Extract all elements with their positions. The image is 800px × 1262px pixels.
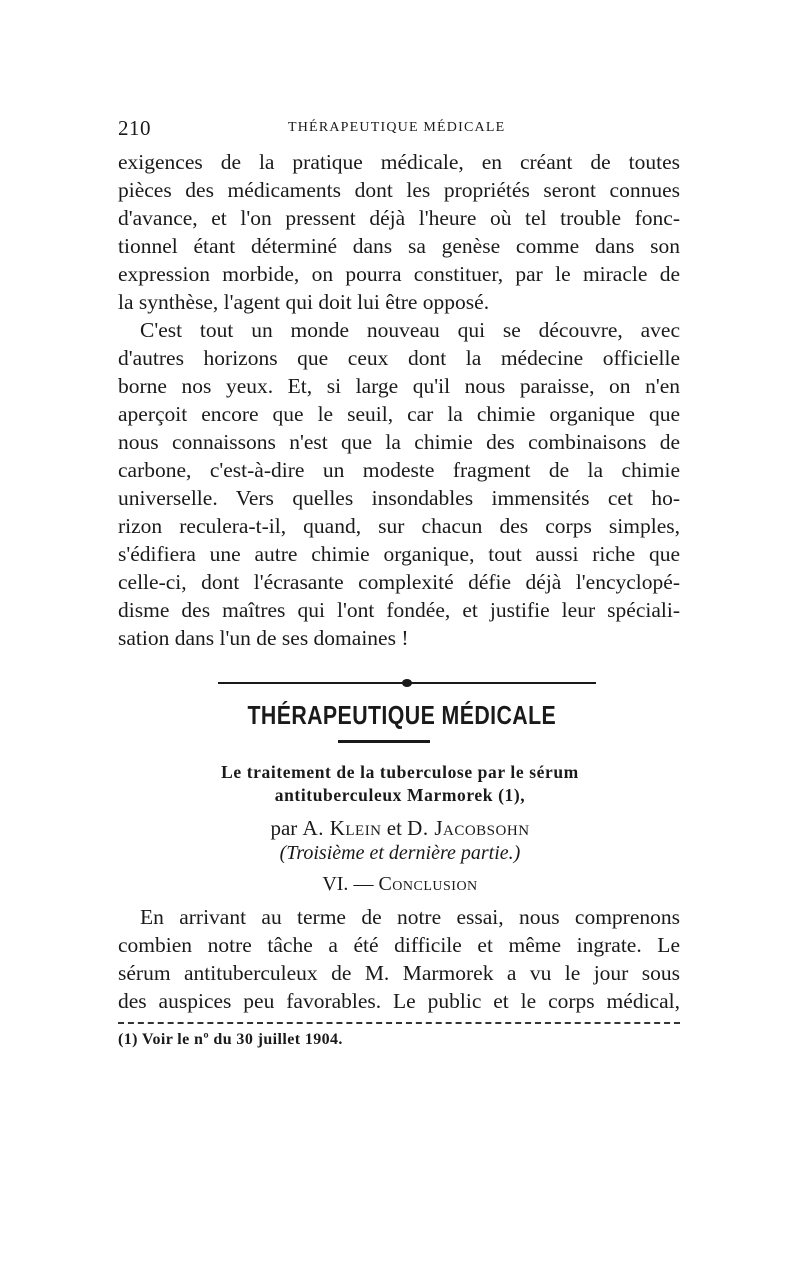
article-title-line-2: antituberculeux Marmorek (1), <box>274 785 526 805</box>
title-underline <box>338 740 430 743</box>
part-note: (Troisième et dernière partie.) <box>279 842 521 864</box>
text-line: sérum antituberculeux de M. Marmorek a vu le jour sous <box>118 961 680 985</box>
text-line: d'avance, et l'on pressent déjà l'heure où tel trouble fonc- <box>118 206 680 230</box>
body-text-bottom <box>118 903 680 1015</box>
text-line: En arrivant au terme de notre essai, nous comprenons <box>140 905 680 929</box>
text-line: pièces des médicaments dont les propriétés seront connues <box>118 178 680 202</box>
text-line: des auspices peu favorables. Le public et le corps médical, <box>118 989 680 1013</box>
chapter-heading <box>0 873 800 896</box>
divider-ornament <box>402 679 412 687</box>
author-klein: A. Klein <box>302 816 382 840</box>
running-head <box>118 116 680 140</box>
text-line: exigences de la pratique médicale, en créant de toutes <box>118 150 680 174</box>
chapter-number: VI. <box>322 873 349 895</box>
section-title: THÉRAPEUTIQUE MÉDICALE <box>247 700 557 730</box>
text-line: s'édifiera une autre chimie organique, tout aussi riche que <box>118 542 680 566</box>
article-title-line-1: Le traitement de la tuberculose par le sérum <box>221 762 579 782</box>
text-line: expression morbide, on pourra constituer, par le miracle de <box>118 262 680 286</box>
byline <box>0 816 800 841</box>
text-line: nous connaissons n'est que la chimie des combinaisons de <box>118 430 680 454</box>
section-divider <box>218 679 596 687</box>
author-jacobsohn: D. Jacobsohn <box>407 816 530 840</box>
chapter-dash: — <box>353 873 374 895</box>
byline-and: et <box>386 816 402 840</box>
text-line: disme des maîtres qui l'ont fondée, et justifie leur spéciali- <box>118 598 680 622</box>
text-line: la synthèse, l'agent qui doit lui être opposé. <box>118 290 490 314</box>
text-line: carbone, c'est-à-dire un modeste fragment de la chimie <box>118 458 680 482</box>
text-line: tionnel étant déterminé dans sa genèse comme dans son <box>118 234 680 258</box>
text-line: sation dans l'un de ses domaines ! <box>118 626 409 650</box>
text-line: borne nos yeux. Et, si large qu'il nous paraisse, on n'en <box>118 374 680 398</box>
text-line: C'est tout un monde nouveau qui se découvre, avec <box>140 318 680 342</box>
footnote: (1) Voir le nº du 30 juillet 1904. <box>118 1031 343 1048</box>
text-line: universelle. Vers quelles insondables immensités cet ho- <box>118 486 680 510</box>
text-line: celle-ci, dont l'écrasante complexité défie déjà l'encyclopé- <box>118 570 680 594</box>
text-line: combien notre tâche a été difficile et même ingrate. Le <box>118 933 680 957</box>
text-line: rizon reculera-t-il, quand, sur chacun des corps simples, <box>118 514 680 538</box>
page-number: 210 <box>118 116 151 140</box>
running-title: THÉRAPEUTIQUE MÉDICALE <box>288 120 506 135</box>
text-line: aperçoit encore que le seuil, car la chimie organique que <box>118 402 680 426</box>
chapter-title: Conclusion <box>378 873 478 895</box>
text-line: d'autres horizons que ceux dont la médecine officielle <box>118 346 680 370</box>
body-text-top <box>118 148 680 652</box>
byline-par: par <box>270 816 298 840</box>
footnote-rule <box>118 1022 680 1025</box>
